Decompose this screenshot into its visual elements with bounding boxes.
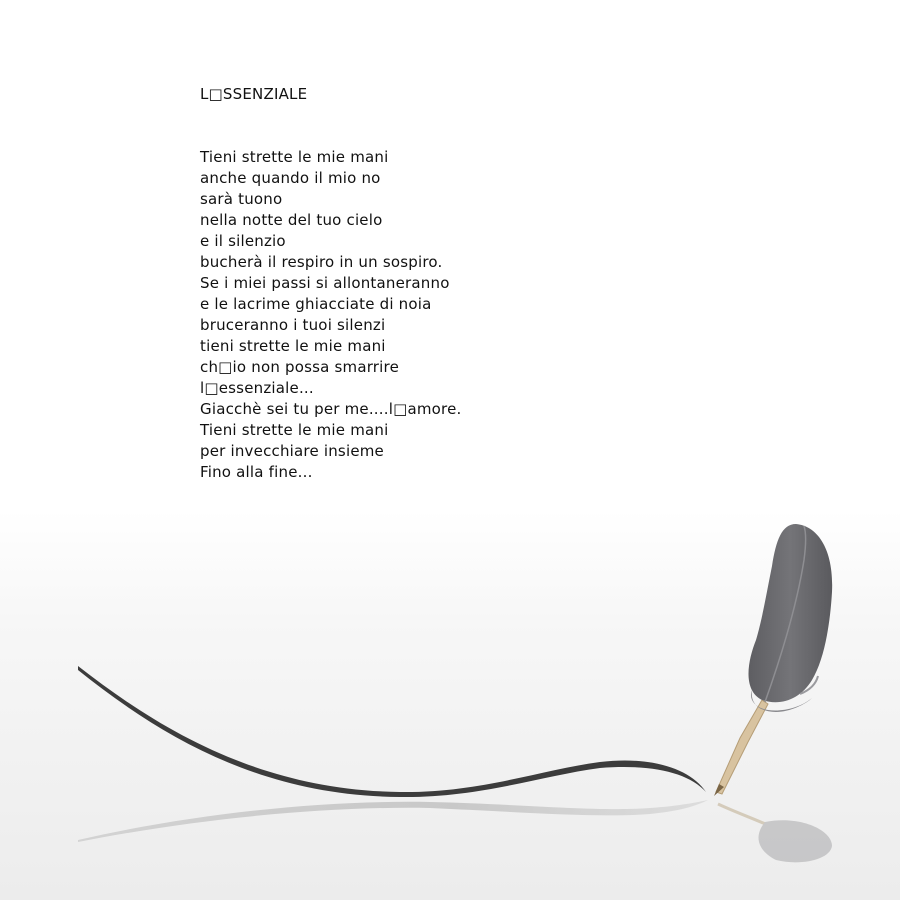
poem-line: nella notte del tuo cielo <box>200 211 383 229</box>
feather-reflection <box>718 804 832 862</box>
poem-line: anche quando il mio no <box>200 169 381 187</box>
feather-icon <box>749 524 833 702</box>
poem-line: Fino alla fine... <box>200 463 313 481</box>
poem-line: bruceranno i tuoi silenzi <box>200 316 386 334</box>
poem-line: tieni strette le mie mani <box>200 337 386 355</box>
poem-line: l□essenziale... <box>200 379 314 397</box>
quill-shaft <box>716 700 768 794</box>
ink-stroke <box>78 666 706 797</box>
poem-body <box>200 147 620 483</box>
poem-line: Tieni strette le mie mani <box>200 421 389 439</box>
poem-line: Tieni strette le mie mani <box>200 148 389 166</box>
feather-quill-illustration <box>0 500 900 900</box>
poem-line: e le lacrime ghiacciate di noia <box>200 295 432 313</box>
poem-line: bucherà il respiro in un sospiro. <box>200 253 443 271</box>
poem-line: ch□io non possa smarrire <box>200 358 400 376</box>
poem-line: Se i miei passi si allontaneranno <box>200 274 450 292</box>
poem-line: e il silenzio <box>200 232 286 250</box>
ink-stroke-reflection <box>78 800 708 842</box>
poem-title: L□SSENZIALE <box>200 85 308 103</box>
poem-line: per invecchiare insieme <box>200 442 384 460</box>
poem-line: sarà tuono <box>200 190 283 208</box>
poem <box>200 84 620 483</box>
poem-line: Giacchè sei tu per me....l□amore. <box>200 400 462 418</box>
